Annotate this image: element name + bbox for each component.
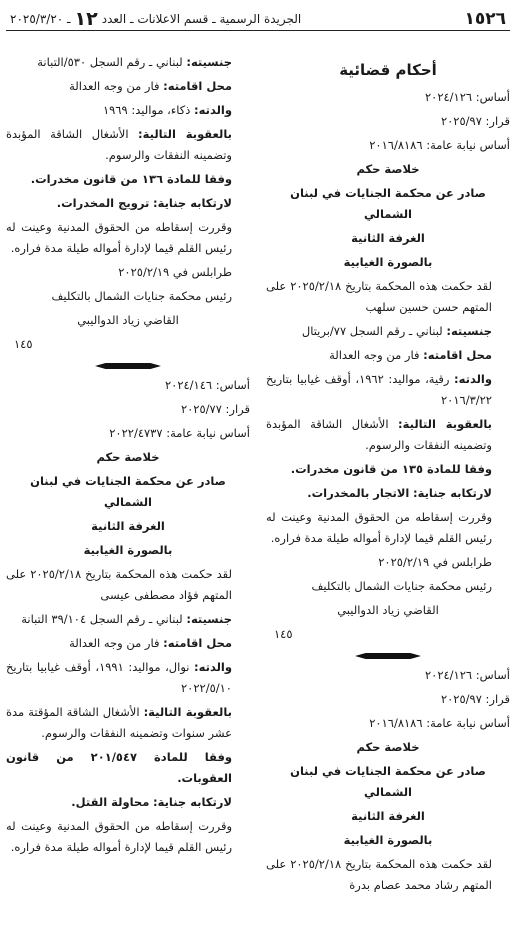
crime-line [6, 792, 250, 813]
residence-value: فار من وجه العدالة [69, 79, 160, 93]
nationality-label: جنسيته: [186, 55, 232, 69]
place-date: طرابلس في ٢٠٢٥/٢/١٩ [118, 265, 232, 279]
mother-label: والدته: [194, 660, 232, 674]
judgment-mode: بالصورة الغيابية [343, 255, 433, 269]
crime-label: لارتكابه جناية: [153, 196, 232, 210]
judgment-intro: لقد حكمت هذه المحكمة بتاريخ ٢٠٢٥/٢/١٨ على المتهم رشاد محمد عصام بدرة [266, 857, 492, 892]
penalty-label: بالعقوبة التالية: [138, 127, 232, 141]
right-column [266, 40, 510, 899]
residence-line [266, 345, 510, 366]
gazette-heading [10, 8, 301, 30]
crime-value: محاولة القتل. [71, 795, 150, 809]
penalty-value: الأشغال الشاقة المؤبدة وتضمينه النفقات والرسوم. [6, 127, 232, 162]
crime-value: الاتجار بالمخدرات. [307, 486, 410, 500]
crime-value: ترويج المخدرات. [56, 196, 150, 210]
nationality-line [266, 321, 510, 342]
issue-date: ـ ٢٠٢٥/٣/٢٠ [10, 12, 71, 26]
chamber-name: الغرفة الثانية [351, 809, 425, 823]
case-asas: أساس: ٢٠٢٤/١٤٦ [164, 378, 250, 392]
penalty-line [6, 702, 250, 744]
place-date: طرابلس في ٢٠٢٥/٢/١٩ [378, 555, 492, 569]
article-line: وفقا للمادة ١٣٥ من قانون مخدرات. [290, 462, 492, 476]
mother-line [6, 657, 250, 699]
residence-label: محل اقامته: [163, 636, 232, 650]
penalty-label: بالعقوبة التالية: [143, 705, 232, 719]
mother-value: ذكاء، مواليد: ١٩٦٩ [102, 103, 191, 117]
president-title: رئيس محكمة جنايات الشمال بالتكليف [311, 579, 492, 593]
case-niyaba: أساس نيابة عامة: ٢٠١٦/٨١٨٦ [369, 716, 510, 730]
case-asas: أساس: ٢٠٢٤/١٢٦ [424, 90, 510, 104]
case-qarar: قرار: ٢٠٢٥/٧٧ [180, 402, 250, 416]
mother-label: والدته: [194, 103, 232, 117]
penalty-value: الأشغال الشاقة المؤبدة وتضمينه النفقات والرسوم. [266, 417, 492, 452]
judgment-mode: بالصورة الغيابية [83, 543, 173, 557]
judgment-mode: بالصورة الغيابية [343, 833, 433, 847]
article-line: وفقا للمادة ٢٠١/٥٤٧ من قانون العقوبات. [6, 750, 233, 785]
crime-line [266, 483, 510, 504]
mother-line [6, 100, 250, 121]
nationality-value: لبناني ـ رقم السجل ٧٧/بريتال [301, 324, 443, 338]
case-niyaba: أساس نيابة عامة: ٢٠١٦/٨١٨٦ [369, 138, 510, 152]
summary-heading: خلاصة حكم [356, 740, 420, 754]
court-name: صادر عن محكمة الجنايات في لبنان الشمالي [290, 764, 486, 799]
nationality-value: لبناني ـ رقم السجل ٣٩/١٠٤ التبانة [21, 612, 183, 626]
section-separator [6, 363, 250, 369]
mother-line [266, 369, 510, 411]
residence-label: محل اقامته: [163, 79, 232, 93]
announcement-number: ١٤٥ [274, 627, 293, 641]
judgment-intro: لقد حكمت هذه المحكمة بتاريخ ٢٠٢٥/٢/١٨ على المتهم فؤاد مصطفى عيسى [6, 567, 232, 602]
mother-value: نوال، مواليد: ١٩٩١، أوقف غيابيا بتاريخ ٢٠٢٢/٥/١٠ [6, 660, 232, 695]
crime-label: لارتكابه جناية: [153, 795, 232, 809]
section-separator [266, 653, 510, 659]
residence-value: فار من وجه العدالة [69, 636, 160, 650]
announcement-number: ١٤٥ [14, 337, 33, 351]
judge-name: القاضي زياد الدواليبي [337, 603, 439, 617]
president-title: رئيس محكمة جنايات الشمال بالتكليف [51, 289, 232, 303]
case-qarar: قرار: ٢٠٢٥/٩٧ [440, 692, 510, 706]
nationality-value: لبناني ـ رقم السجل ٥٣٠/التبانة [37, 55, 183, 69]
left-column [6, 52, 250, 861]
nationality-line [6, 609, 250, 630]
penalty-line [266, 414, 510, 456]
residence-line [6, 633, 250, 654]
penalty-value: الأشغال الشاقة المؤقتة مدة عشر سنوات وتضمينه النفقات والرسوم. [6, 705, 232, 740]
chamber-name: الغرفة الثانية [351, 231, 425, 245]
decision-text: وقررت إسقاطه من الحقوق المدنية وعينت له رئيس القلم قيما لإدارة أمواله طيلة مدة فراره. [6, 220, 232, 255]
case-qarar: قرار: ٢٠٢٥/٩٧ [440, 114, 510, 128]
court-name: صادر عن محكمة الجنايات في لبنان الشمالي [30, 474, 226, 509]
mother-label: والدته: [454, 372, 492, 386]
summary-heading: خلاصة حكم [356, 162, 420, 176]
judgment-intro: لقد حكمت هذه المحكمة بتاريخ ٢٠٢٥/٢/١٨ على المتهم حسن حسين سلهب [266, 279, 492, 314]
nationality-label: جنسيته: [186, 612, 232, 626]
page-header [6, 8, 510, 31]
court-name: صادر عن محكمة الجنايات في لبنان الشمالي [290, 186, 486, 221]
issue-number: ١٢ [74, 8, 98, 30]
judge-name: القاضي زياد الدواليبي [77, 313, 179, 327]
residence-line [6, 76, 250, 97]
section-title: أحكام قضائية [339, 61, 437, 79]
article-line: وفقا للمادة ١٣٦ من قانون مخدرات. [30, 172, 232, 186]
penalty-line [6, 124, 250, 166]
page-number: ١٥٢٦ [464, 9, 506, 29]
case-niyaba: أساس نيابة عامة: ٢٠٢٢/٤٧٣٧ [109, 426, 250, 440]
residence-value: فار من وجه العدالة [329, 348, 420, 362]
nationality-line [6, 52, 250, 73]
decision-text: وقررت إسقاطه من الحقوق المدنية وعينت له رئيس القلم قيما لإدارة أمواله طيلة مدة فراره. [6, 819, 232, 854]
crime-label: لارتكابه جناية: [413, 486, 492, 500]
penalty-label: بالعقوبة التالية: [398, 417, 492, 431]
chamber-name: الغرفة الثانية [91, 519, 165, 533]
gazette-title: الجريدة الرسمية ـ قسم الاعلانات ـ العدد [101, 12, 302, 26]
summary-heading: خلاصة حكم [96, 450, 160, 464]
crime-line [6, 193, 250, 214]
decision-text: وقررت إسقاطه من الحقوق المدنية وعينت له رئيس القلم قيما لإدارة أمواله طيلة مدة فراره. [266, 510, 492, 545]
residence-label: محل اقامته: [423, 348, 492, 362]
case-asas: أساس: ٢٠٢٤/١٢٦ [424, 668, 510, 682]
nationality-label: جنسيته: [446, 324, 492, 338]
mother-value: رقية، مواليد: ١٩٦٢، أوقف غيابيا بتاريخ ٢٠١٦/٣/٢٢ [266, 372, 492, 407]
